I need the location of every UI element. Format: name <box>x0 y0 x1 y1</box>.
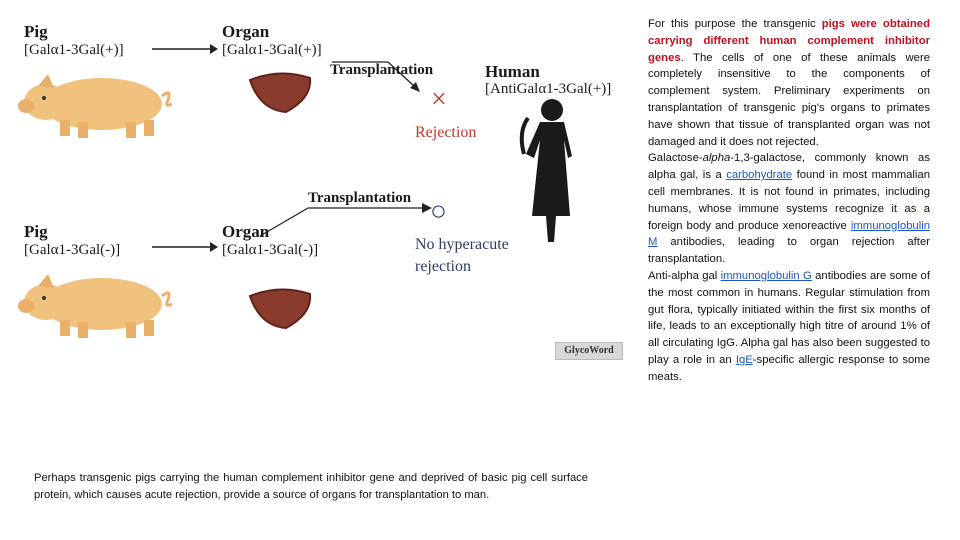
bottom-organ-sub: [Galα1-3Gal(-)] <box>222 242 319 258</box>
top-organ-title: Organ <box>222 22 270 41</box>
paragraph-2 <box>648 150 930 268</box>
top-pig-sub: [Galα1-3Gal(+)] <box>24 42 124 58</box>
carbohydrate-link[interactable]: carbohydrate <box>726 169 793 182</box>
text-span: found in most mammalian cell membranes. It is not found in primates, including humans, whose immune systems recognize it as a foreign body and produce xenoreactive <box>648 169 930 232</box>
text-span: -specific allergic response to some meats. <box>648 353 930 383</box>
bottom-transplant-arrow <box>256 200 436 242</box>
top-organ-sub: [Galα1-3Gal(+)] <box>222 42 322 58</box>
top-pig-title: Pig <box>24 22 48 41</box>
ige-link[interactable]: IgE <box>735 353 753 366</box>
organ-icon <box>246 70 316 116</box>
no-rejection-label-line2: rejection <box>415 258 471 275</box>
pig-icon <box>16 68 176 140</box>
top-transplant-arrow <box>328 58 478 98</box>
top-pig-organ-arrow <box>150 42 220 56</box>
bottom-organ-title: Organ <box>222 222 270 241</box>
bottom-transplant-label: Transplantation <box>308 190 412 206</box>
top-transplant-label: Transplantation <box>330 62 434 78</box>
immunoglobulin-m-link[interactable]: immunoglobulin M <box>648 219 930 249</box>
bottom-text-block: Perhaps transgenic pigs carrying the human complement inhibitor gene and deprived of basic pig cell surface protein, which causes acute rejection, provide a source of organs for transplantation to man. <box>34 472 588 501</box>
human-sub: [AntiGalα1-3Gal(+)] <box>485 81 612 97</box>
immunoglobulin-g-link[interactable]: immunoglobulin G <box>720 269 812 282</box>
highlight-span: obtained carrying different human complement inhibitor genes <box>648 18 930 64</box>
glycoword-logo: GlycoWord <box>555 342 623 360</box>
text-span: Galactose- <box>648 152 703 165</box>
right-text-block <box>648 16 930 386</box>
pig-icon <box>16 268 176 340</box>
italic-span: alpha <box>702 152 731 165</box>
text-span: antibodies, leading to organ rejection after transplantation. <box>648 236 930 266</box>
human-title: Human <box>485 62 540 81</box>
text-span: . The cells of one of these animals were completely insensitive to the components of complement system. Preliminary experiments on transplantation of transgenic pig's organs to primates have shown that tissue of transplanted organ was not damaged and it does not rejected. <box>648 51 930 148</box>
text-span: antibodies are some of the most common in humans. Regular stimulation from gut flora, typically initiated within the first six months of life, leads to an exceptionally high titre of around 1% of all circulating IgG. Alpha gal has also been suggested to play a role in an <box>648 269 930 366</box>
highlight-span: pigs <box>821 18 845 30</box>
bottom-pig-title: Pig <box>24 222 48 241</box>
paragraph-3 <box>648 268 930 386</box>
highlight-span: were <box>844 18 883 30</box>
bottom-pig-sub: [Galα1-3Gal(-)] <box>24 242 121 258</box>
text-span: Anti-alpha gal <box>648 269 721 282</box>
paragraph-1 <box>648 16 930 150</box>
text-span: For this purpose the transgenic <box>648 18 822 30</box>
human-silhouette-icon <box>516 96 586 244</box>
no-rejection-label-line1: No hyperacute <box>415 236 509 253</box>
organ-icon <box>246 286 316 332</box>
bottom-pig-organ-arrow <box>150 240 220 254</box>
rejection-cross-icon: × <box>431 84 447 115</box>
rejection-label: Rejection <box>415 124 477 141</box>
text-span: -1,3-galactose, commonly known as alpha gal, is a <box>648 152 930 182</box>
success-circle-icon: ○ <box>430 196 447 227</box>
